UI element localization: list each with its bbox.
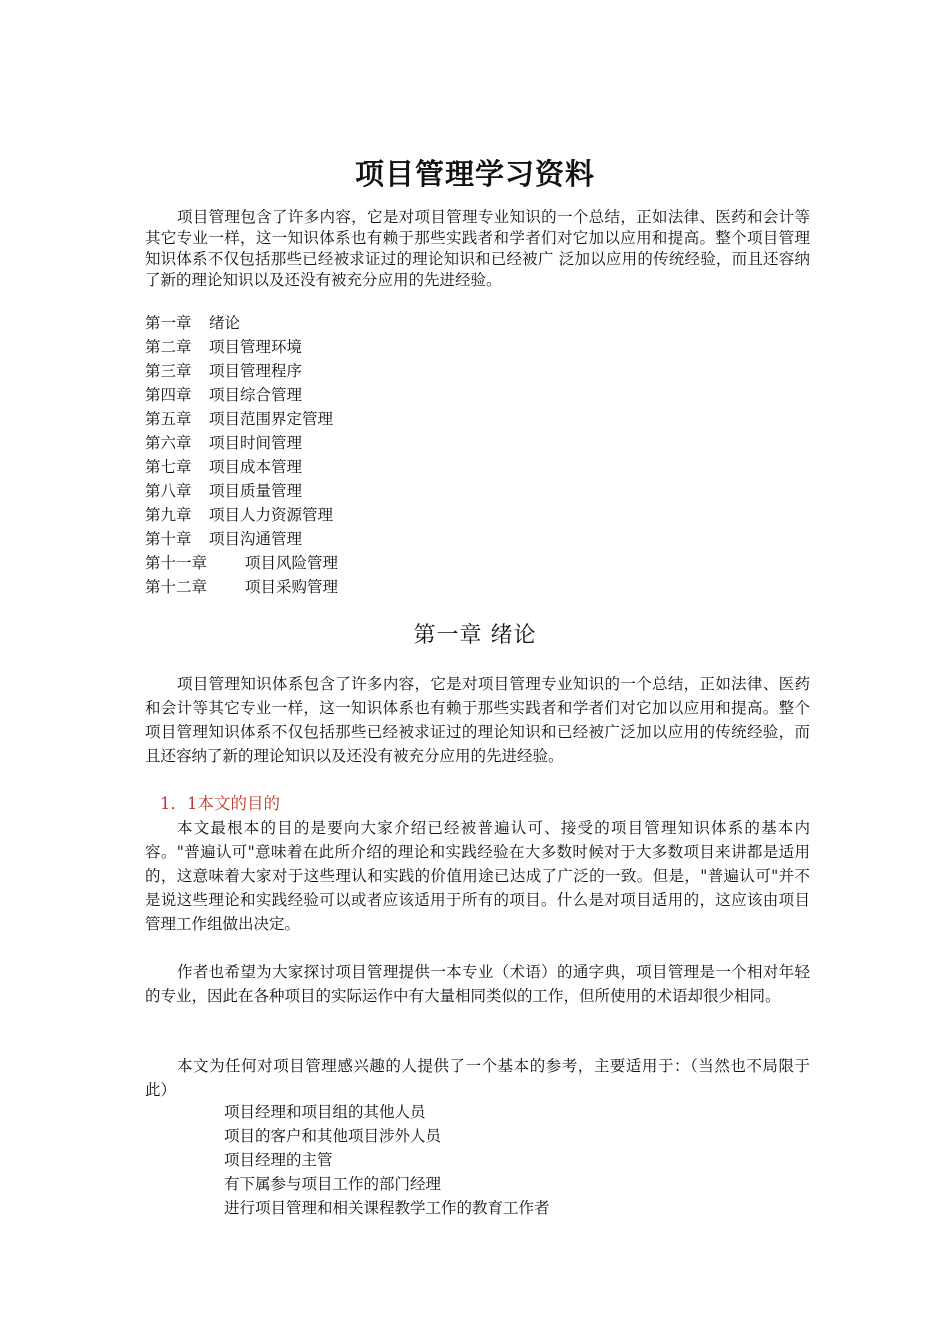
- toc-item-number: 第十一章: [145, 554, 208, 572]
- toc-item: [145, 431, 338, 455]
- toc-item-title: 项目范围界定管理: [209, 410, 334, 428]
- section-paragraph: 本文为任何对项目管理感兴趣的人提供了一个基本的参考，主要适用于：（当然也不局限于此）: [145, 1057, 810, 1099]
- toc-item-number: 第六章: [145, 434, 192, 452]
- list-item: 项目经理的主管: [224, 1151, 333, 1169]
- toc-item-title: 项目人力资源管理: [209, 506, 334, 524]
- toc-item-title: 项目质量管理: [209, 482, 303, 500]
- list-item: 有下属参与项目工作的部门经理: [224, 1175, 442, 1193]
- section-heading: 1．1本文的目的: [160, 794, 280, 813]
- toc-item: [145, 575, 338, 599]
- toc-item-title: 项目综合管理: [209, 386, 303, 404]
- toc-item-title: 项目采购管理: [245, 578, 339, 596]
- toc-item-title: 项目成本管理: [209, 458, 303, 476]
- chapter-paragraph: 项目管理知识体系包含了许多内容，它是对项目管理专业知识的一个总结，正如法律、医药和会计等其它专业一样，这一知识体系也有赖于那些实践者和学者们对它加以应用和提高。整个项目管理知识体系不仅包括那些已经被求证过的理论知识和已经被广泛加以应用的传统经验，而且还容纳了新的理论知识以及还没有被充分应用的先进经验。: [145, 675, 810, 765]
- toc-item-number: 第四章: [145, 386, 192, 404]
- toc-item-number: 第十二章: [145, 578, 208, 596]
- toc-item-number: 第九章: [145, 506, 192, 524]
- toc-item: [145, 503, 338, 527]
- toc-item-title: 项目时间管理: [209, 434, 303, 452]
- list-item: 进行项目管理和相关课程教学工作的教育工作者: [224, 1199, 550, 1217]
- toc-item: [145, 335, 338, 359]
- toc-item: [145, 383, 338, 407]
- toc-item-number: 第五章: [145, 410, 192, 428]
- toc-item: [145, 527, 338, 551]
- toc-item-title: 绪论: [209, 314, 241, 332]
- list-item: 项目的客户和其他项目涉外人员: [224, 1127, 442, 1145]
- toc-item-title: 项目管理环境: [209, 338, 303, 356]
- toc-item: [145, 407, 338, 431]
- audience-list: [224, 1100, 550, 1220]
- toc-item-title: 项目沟通管理: [209, 530, 303, 548]
- intro-paragraph: 项目管理包含了许多内容，它是对项目管理专业知识的一个总结，正如法律、医药和会计等其它专业一样，这一知识体系也有赖于那些实践者和学者们对它加以应用和提高。整个项目管理知识体系不仅包括那些已经被求证过的理论知识和已经被广 泛加以应用的传统经验，而且还容纳了新的理论知识以及还没有被充分应用的先进经验。: [145, 208, 810, 289]
- toc-item-number: 第一章: [145, 314, 192, 332]
- toc-item-number: 第二章: [145, 338, 192, 356]
- toc-item-number: 第三章: [145, 362, 192, 380]
- toc-item: [145, 479, 338, 503]
- toc-item-number: 第八章: [145, 482, 192, 500]
- toc-item-title: 项目管理程序: [209, 362, 303, 380]
- table-of-contents: [145, 311, 338, 599]
- section-paragraph: 本文最根本的目的是要向大家介绍已经被普遍认可、接受的项目管理知识体系的基本内容。"普遍认可"意味着在此所介绍的理论和实践经验在大多数时候对于大多数项目来讲都是适用的，这意味着大家对于这些理认和实践的价值用途已达成了广泛的一致。但是，"普遍认可"并不是说这些理论和实践经验可以或者应该适用于所有的项目。什么是对项目适用的，这应该由项目管理工作组做出决定。: [145, 819, 810, 933]
- toc-item-number: 第七章: [145, 458, 192, 476]
- list-item: 项目经理和项目组的其他人员: [224, 1103, 426, 1121]
- toc-item-title: 项目风险管理: [245, 554, 339, 572]
- document-title: 项目管理学习资料: [354, 157, 595, 191]
- toc-item: [145, 551, 338, 575]
- chapter-heading: 第一章 绪论: [413, 623, 537, 648]
- section-paragraph: 作者也希望为大家探讨项目管理提供一本专业（术语）的通字典，项目管理是一个相对年轻的专业，因此在各种项目的实际运作中有大量相同类似的工作，但所使用的术语却很少相同。: [145, 963, 810, 1005]
- toc-item-number: 第十章: [145, 530, 192, 548]
- toc-item: [145, 455, 338, 479]
- toc-item: [145, 311, 338, 335]
- toc-item: [145, 359, 338, 383]
